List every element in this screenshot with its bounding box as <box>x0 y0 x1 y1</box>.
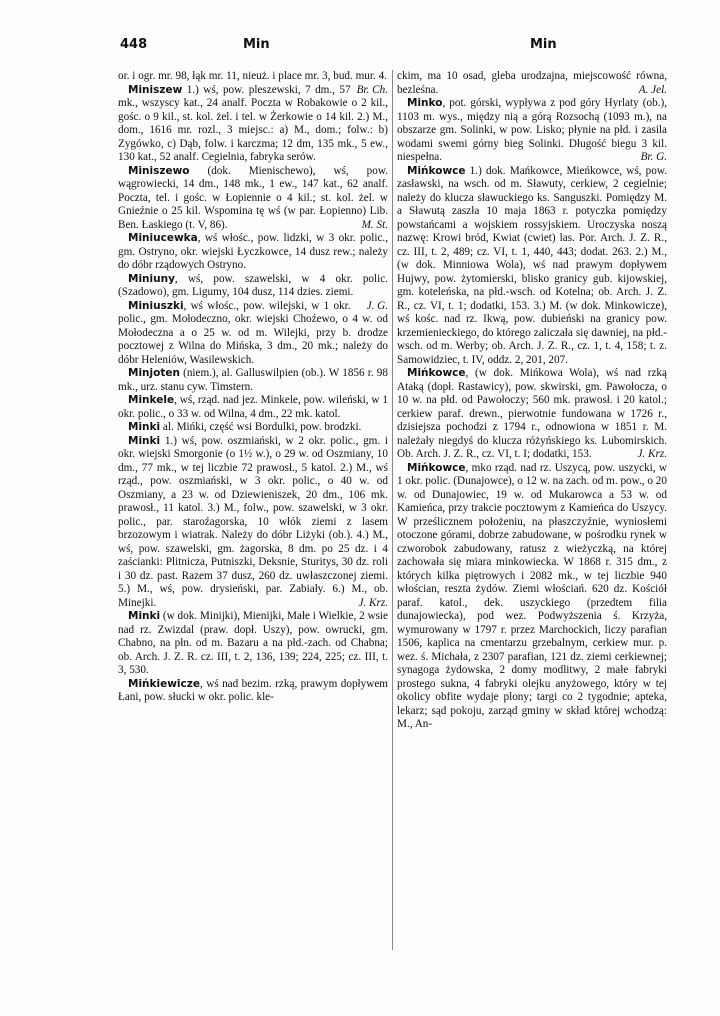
dictionary-entry <box>118 610 388 678</box>
entry-text: or. i ogr. mr. 98, łąk mr. 11, nieuż. i place mr. 3, bud. mur. 4. <box>118 70 387 82</box>
author-signature: A. Jel. <box>638 83 667 96</box>
dictionary-entry <box>397 367 667 462</box>
entry-headword: Minki <box>128 610 161 622</box>
entry-text: (niem.), al. Galluswilpien (ob.). W 1856 r. 98 mk., urz. stanu cyw. Timstern. <box>118 367 388 393</box>
entry-headword: Minkele <box>128 394 175 406</box>
continued-entry <box>397 70 667 97</box>
dictionary-entry <box>118 84 388 165</box>
entry-headword: Minjoten <box>128 367 180 379</box>
dictionary-entry <box>118 232 388 273</box>
entry-text: (dok. Mienischewo), wś, pow. wągrowiecki, 14 dm., 148 mk., 1 ew., 147 kat., 62 analf. Poczta, tel. i gośc. w Łopiennie o 4 kil.; st. kol. żel. w Gnieźnie o 25 kil. Wspomina tę wś (w par. Łopienno) Lib. Ben. Łaskiego (t. V, 86). <box>118 164 388 231</box>
running-head-right: Min <box>530 37 557 52</box>
entry-text: 1.) wś, pow. oszmiański, w 2 okr. polic., gm. i okr. wiejski Smorgonie (o 1½ w.), o 29 w. od Oszmiany, 10 dm., 77 mk., w tej liczbie 72 prawosł., 5 katol. 2.) M., wś rząd., pow. oszmiański, w 3 okr. polic., o 40 w. od Oszmiany, a 23 w. od Dziewieniszek, 20 dm., 106 mk. prawosł., 11 katol. 3.) M., folw., pow. szawelski, w 3 okr. polic., par. staroźagorska, 10 włók ziemi z lasem brzozowym i wiatrak. Należy do dóbr Liżyki (ob.). 4.) M., wś, pow. szawelski, gm. żagorska, 8 dm. po 25 dz. i 4 zaściankі: Plitnicza, Putniszki, Deksnie, Sturitys, 30 dz. roli i 30 dz. past. Razem 37 dusz, 260 dz. uwłaszczonej ziemi. 5.) M., wś, pow. drysieński, par. Zabiały. 6.) M., ob. Minejki. <box>118 434 388 609</box>
entry-text: , pot. górski, wypływa z pod góry Hyrlaty (ob.), 1103 m. wys., między nią a górą Rozsochą (1093 m.), na obszarze gm. Solinki, w pow. Lisko; płynie na płd. i zasila wodami swemi górny bieg Solinki. Długość biegu 3 kil. niespełna. <box>397 97 667 163</box>
entry-text: , wś włośc., pow. lidzki, w 3 okr. polic., gm. Ostryno, okr. wiejski Łyczkowce, 14 dusz rew.; należy do dóbr rządowych Ostryno. <box>118 232 388 271</box>
entry-headword: Mińkowce <box>407 367 466 379</box>
entry-text: , wś, pow. szawelski, w 4 okr. polic. (Szadowo), gm. Ligumy, 104 dusz, 114 dzies. ziemi. <box>118 272 388 298</box>
entry-headword: Mińkiewicze <box>128 677 200 690</box>
dictionary-entry <box>118 678 388 705</box>
entry-headword: Minko <box>407 97 443 109</box>
column-divider <box>392 70 393 950</box>
dictionary-entry <box>118 367 388 394</box>
page-number: 448 <box>120 37 148 52</box>
author-signature: Br. Ch. <box>356 83 388 96</box>
dictionary-entry <box>397 165 667 368</box>
entry-text: al. Mińki, część wsi Bordulki, pow. brodzki. <box>160 421 362 433</box>
dictionary-entry <box>118 421 388 435</box>
dictionary-entry <box>118 300 388 368</box>
entry-text: ckim, ma 10 osad, gleba urodzajna, miejscowość równa, bezleśna. <box>397 70 667 96</box>
right-column <box>397 70 667 1010</box>
entry-text: , wś nad bezim. rzką, prawym dopływem Łani, pow. słucki w okr. polic. kle- <box>118 677 388 703</box>
entry-text: (w dok. Minijki), Mienijki, Małe i Wielkie, 2 wsie nad rz. Zwizdal (praw. dopł. Uszy), pow. owrucki, gm. Chabno, na płn. od m. Bazaru a na płd.-zach. od Chabna; ob. Arch. J. Z. R. cz. III, t. 2, 136, 139; 224, 225; cz. III, t. 3, 530. <box>118 610 388 676</box>
dictionary-entry <box>118 165 388 233</box>
dictionary-entry <box>118 394 388 421</box>
entry-headword: Miniszew <box>128 83 183 96</box>
author-signature: J. G. <box>366 299 388 312</box>
entry-headword: Mińkowce <box>407 164 466 177</box>
author-signature: J. Krz. <box>637 448 667 460</box>
entry-text: 1.) dok. Mańkowce, Mieńkowce, wś, pow. zasławski, na wsch. od m. Sławuty, cerkiew, 2 cegielnie; należy do klucza sławuckiego ks. Sanguszki. Pomiędzy M. a Sławutą zaszła 10 maja 1863 r. potyczka pomiędzy powstańcami a wojskiem rossyjskiem. Uroczyska noszą nazwę: Krowi bród, Kwiat (cwiet) las. Por. Arch. J. Z. R., cz. III, t. 2, 489; cz. VI, t. 1, 440, 443; dodat. 263. 2.) M., (w dok. Minniowa Wola), wś nad prawym dopływem Hujwy, pow. żytomierski, blisko granicy gub. kijowskiej, gm. koteleńska, na płd.-wsch. od Kotelna; ob. Arch. J. Z. R., cz. VI, t. 1; dodatki, 153. 3.) M. (w dok. Minkowicze), wś kośc. nad rz. Ikwą, pow. dubieński na granicy pow. krzemienieckiego, do którego zaliczała się dawniej, na płd.-wsch. od m. Werby; ob. Arch. J. Z. R., cz. 1, t. 4, 158; t. z. Samowidziec, t. IV, oddz. 2, 201, 207. <box>397 164 667 366</box>
entry-text: , mko rząd. nad rz. Uszycą, pow. uszycki, w 1 okr. polic. (Dunajowce), o 12 w. na zach. od m. pow., o 20 w. od Dunajowiec, 19 w. od Mukarowca a 53 w. od Kamieńca, przy trakcie pocztowym z Kamieńca do Uszycy. W prześlicznem położeniu, na płaszczyźnie, wyniosłemi otoczone górami, dobrze zabudowane, w pośrodku rynek w czworobok zabudowany, ratusz z wieżyczką, na której zachowała się miara minkowiecka. W 1868 r. 315 dm., z których kilka piętrowych i 2082 mk., w tej liczbie 940 włościan, reszta żydów. Ziemi włościań. 620 dz. Kościół paraf. katol., dek. uszyckiego (przedtem filia dunajowiecka), pod wez. Podwyższenia ś. Krzyża, wymurowany w 1797 r. przez Marchockich, liczy parafian 1506, kaplica na cmentarzu grzebalnym, cerkiew mur. p. wez. ś. Michała, z 2307 parafian, 121 dz. ziemi cerkiewnej; synagoga żydowska, 2 domy modlitwy, 2 małe fabryki prostego sukna, 4 fabryki olejku anyżowego, który w tej okolicy obfite wydaje plony; targi co 2 tygodnie; apteka, lekarz; sąd pokoju, zarząd gminy w skład której wchodzą: M., An- <box>397 461 667 730</box>
running-head-left: Min <box>243 37 270 52</box>
entry-headword: Minki <box>128 421 161 433</box>
entry-headword: Miniucewka <box>128 232 198 244</box>
author-signature: J. Krz. <box>358 596 388 609</box>
dictionary-entry <box>397 462 667 732</box>
dictionary-entry <box>118 435 388 611</box>
entry-text: 1.) wś, pow. pleszewski, 7 dm., 57 mk., wszyscy kat., 24 analf. Poczta w Robakowie o 2 kil., gośc. o 9 kil., st. kol. żel. i tel. w Żerkowie o 14 kil. 2.) M., dom., 1616 mr. rozl., 3 miejsc.: a) M., dom.; folw.: b) Zygówko, c) Dąb, folw. i karczma; 12 dm, 135 mk., 5 ew., 130 kat., 52 analf. Cegielnia, fabryka serów. <box>118 83 388 163</box>
left-column <box>118 70 388 1010</box>
entry-text: , wś, rząd. nad jez. Minkele, pow. wileński, w 1 okr. polic., o 33 w. od Wilna, 4 dm., 22 mk. katol. <box>118 394 388 420</box>
entry-text: , (w dok. Mińkowa Wola), wś nad rzką Ataką (dopł. Rastawicy), pow. skwirski, gm. Pawołocza, o 10 w. na płd. od Pawołoczy; 560 mk. prawosł. i 20 katol.; cerkiew paraf. drewn., pierwotnie fundowana w 1726 r., dzisiejsza pochodzi z 1794 r., odnowiona w 1851 r. M. należały niegdyś do klucza różyńskiego ks. Lubomirskich. Ob. Arch. J. Z. R., cz. VI, t. I; dodatki, 153. <box>397 367 667 460</box>
entry-headword: Miniszewo <box>128 164 190 177</box>
entry-headword: Mińkowce <box>407 461 466 474</box>
entry-headword: Miniuny <box>128 272 175 285</box>
page-header <box>0 37 720 59</box>
author-signature: Br. G. <box>640 151 667 163</box>
entry-headword: Miniuszki <box>128 299 184 312</box>
entry-headword: Minki <box>128 434 161 447</box>
entry-text: , wś włośc., pow. wilejski, w 1 okr. polic., gm. Mołodeczno, okr. wiejski Choźewo, o 4 w. od Mołodeczna a o 25 w. od m. Wilejki, przy b. drodze pocztowej z Wilna do Mińska, 3 dm., 20 mk.; należy do dóbr Heleniów, Wasilewskich. <box>118 299 388 366</box>
author-signature: M. St. <box>361 218 388 231</box>
dictionary-entry <box>397 97 667 165</box>
